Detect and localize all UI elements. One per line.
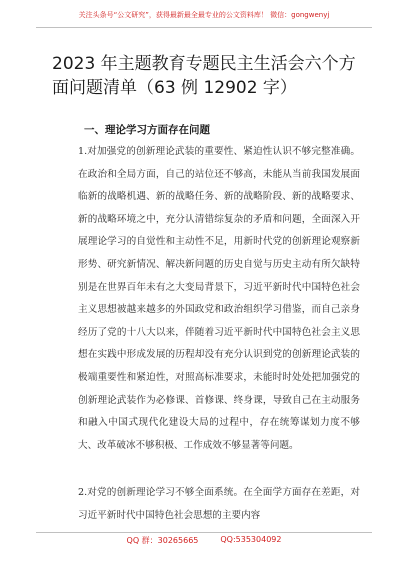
footer-qq-group: QQ 群：30265665 <box>126 536 199 545</box>
document-title: 2023 年主题教育专题民主生活会六个方面问题清单（63 例 12902 字） <box>52 54 356 98</box>
paragraph-1: 1.对加强党的创新理论武装的重要性、紧迫性认识不够完整准确。在政治和全局方面，自己的站位还不够高，未能从当前我国发展面临新的战略机遇、新的战略任务、新的战略阶段、新的战略要求、新的战略环境之中，充分认清错综复杂的矛盾和问题，全面深入开展理论学习的自觉性和主动性不足，用新时代党的创新理论观察新形势、研究新情况、解决新问题的历史自觉与历史主动有所欠缺特别是在世界百年未有之大变局背景下，习近平新时代中国特色社会主义思想被越来越多的外国政党和政治组织学习借鉴，而自己亲身经历了党的十八大以来，伴随着习近平新时代中国特色社会主义思想在实践中形成发展的历程却没有充分认识到党的创新理论武装的极端重要性和紧迫性，对照高标准要求，未能时时处处把加强党的创新理论武装作为必修课、首修课、终身课，导致自己在主动服务和融入中国式现代化建设大局的过程中，存在统筹谋划力度不够大、改革破冰不够积极、工作成效不够显著等问题。 <box>78 146 360 451</box>
footer-qq: QQ:535304092 <box>220 535 282 544</box>
header-banner-text: 关注头条号“公文研究”，获得最新最全最专业的公文资料库！ 微信：gongwenyj <box>78 10 330 19</box>
section-heading: 一、理论学习方面存在问题 <box>84 124 210 136</box>
header-banner <box>36 6 372 28</box>
footer <box>36 532 372 546</box>
paragraph-2: 2.对党的创新理论学习不够全面系统。在全面学方面存在差距，对习近平新时代中国特色社会思想的主要内容 <box>78 487 360 521</box>
